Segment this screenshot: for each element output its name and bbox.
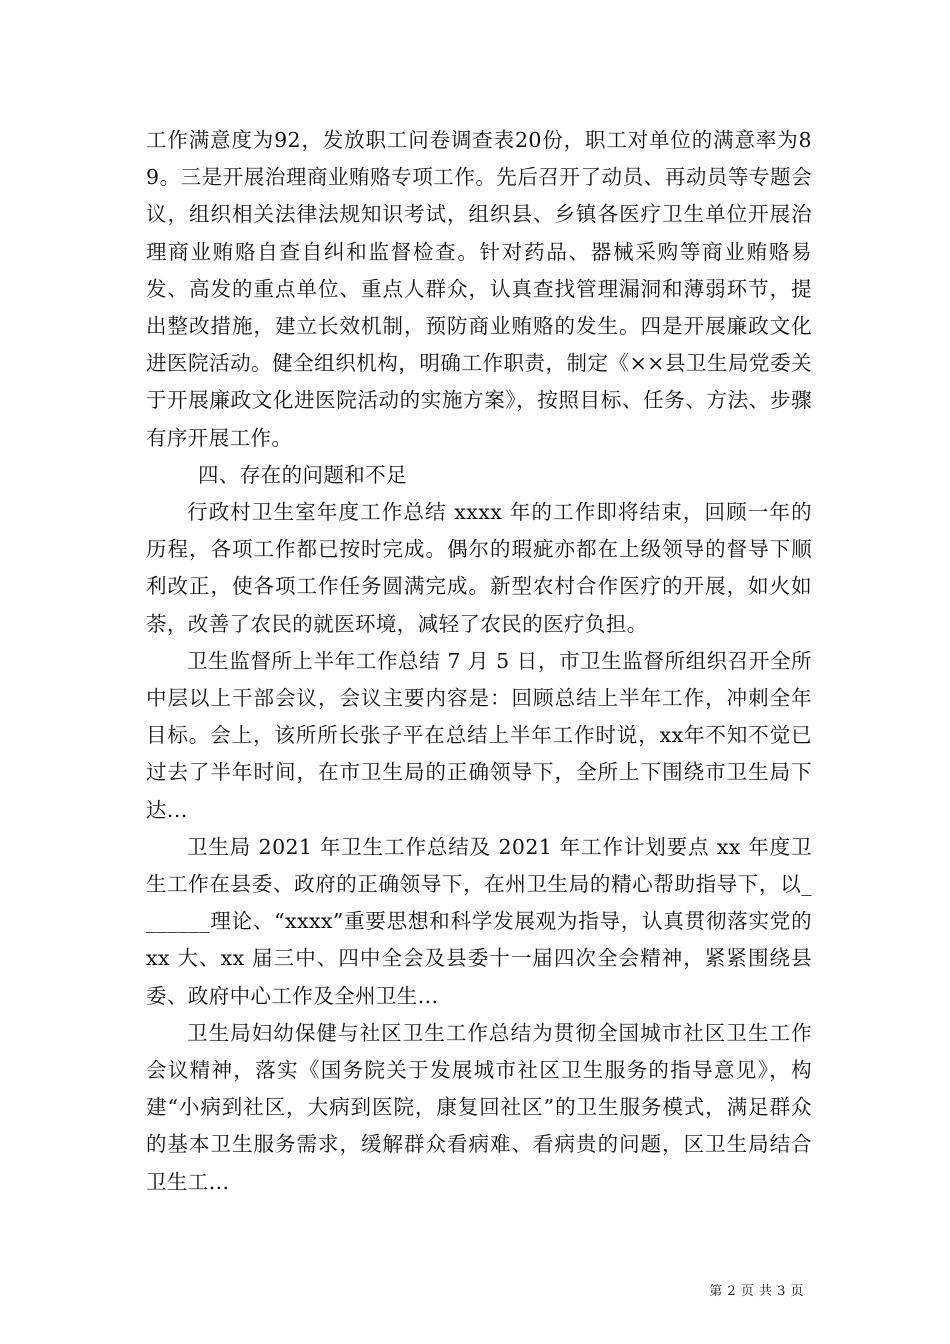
paragraph-continued: 工作满意度为92，发放职工问卷调查表20份，职工对单位的满意率为89。三是开展治理商业贿赂专项工作。先后召开了动员、再动员等专题会议，组织相关法律法规知识考试，组织县、乡镇各医疗卫生单位开展治理商业贿赂自查自纠和监督检查。针对药品、器械采购等商业贿赂易发、高发的重点单位、重点人群众，认真查找管理漏洞和薄弱环节，提出整改措施，建立长效机制，预防商业贿赂的发生。四是开展廉政文化进医院活动。健全组织机构，明确工作职责，制定《××县卫生局党委关于开展廉政文化进医院活动的实施方案》，按照目标、任务、方法、步骤有序开展工作。 <box>146 128 812 450</box>
paragraph-health-bureau-plan: 卫生局 2021 年卫生工作总结及 2021 年工作计划要点 xx 年度卫生工作在县委、政府的正确领导下，在州卫生局的精心帮助指导下，以_______理论、“xxxx”重要思想和科学发展观为指导，认真贯彻落实党的 xx 大、xx 届三中、四中全会及县委十一届四次全会精神，紧紧围绕县委、政府中心工作及全州卫生... <box>146 834 812 1008</box>
paragraph-village-clinic-summary: 行政村卫生室年度工作总结 xxxx 年的工作即将结束，回顾一年的历程，各项工作都已按时完成。偶尔的瑕疵亦都在上级领导的督导下顺利改正，使各项工作任务圆满完成。新型农村合作医疗的开展，如火如荼，改善了农民的就医环境，减轻了农民的医疗负担。 <box>146 500 812 636</box>
document-body <box>146 122 812 1201</box>
paragraph-maternal-community-health: 卫生局妇幼保健与社区卫生工作总结为贯彻全国城市社区卫生工作会议精神，落实《国务院关于发展城市社区卫生服务的指导意见》，构建“小病到社区，大病到医院，康复回社区”的卫生服务模式，满足群众的基本卫生服务需求，缓解群众看病难、看病贵的问题，区卫生局结合卫生工... <box>146 1020 812 1194</box>
page-number-footer: 第 2 页 共 3 页 <box>709 1284 804 1299</box>
paragraph-health-supervision-summary: 卫生监督所上半年工作总结 7 月 5 日，市卫生监督所组织召开全所中层以上干部会议，会议主要内容是：回顾总结上半年工作，冲刺全年目标。会上，该所所长张子平在总结上半年工作时说，xx年不知不觉已过去了半年时间，在市卫生局的正确领导下，全所上下围绕市卫生局下达... <box>146 648 812 822</box>
section-heading: 四、存在的问题和不足 <box>198 462 407 487</box>
